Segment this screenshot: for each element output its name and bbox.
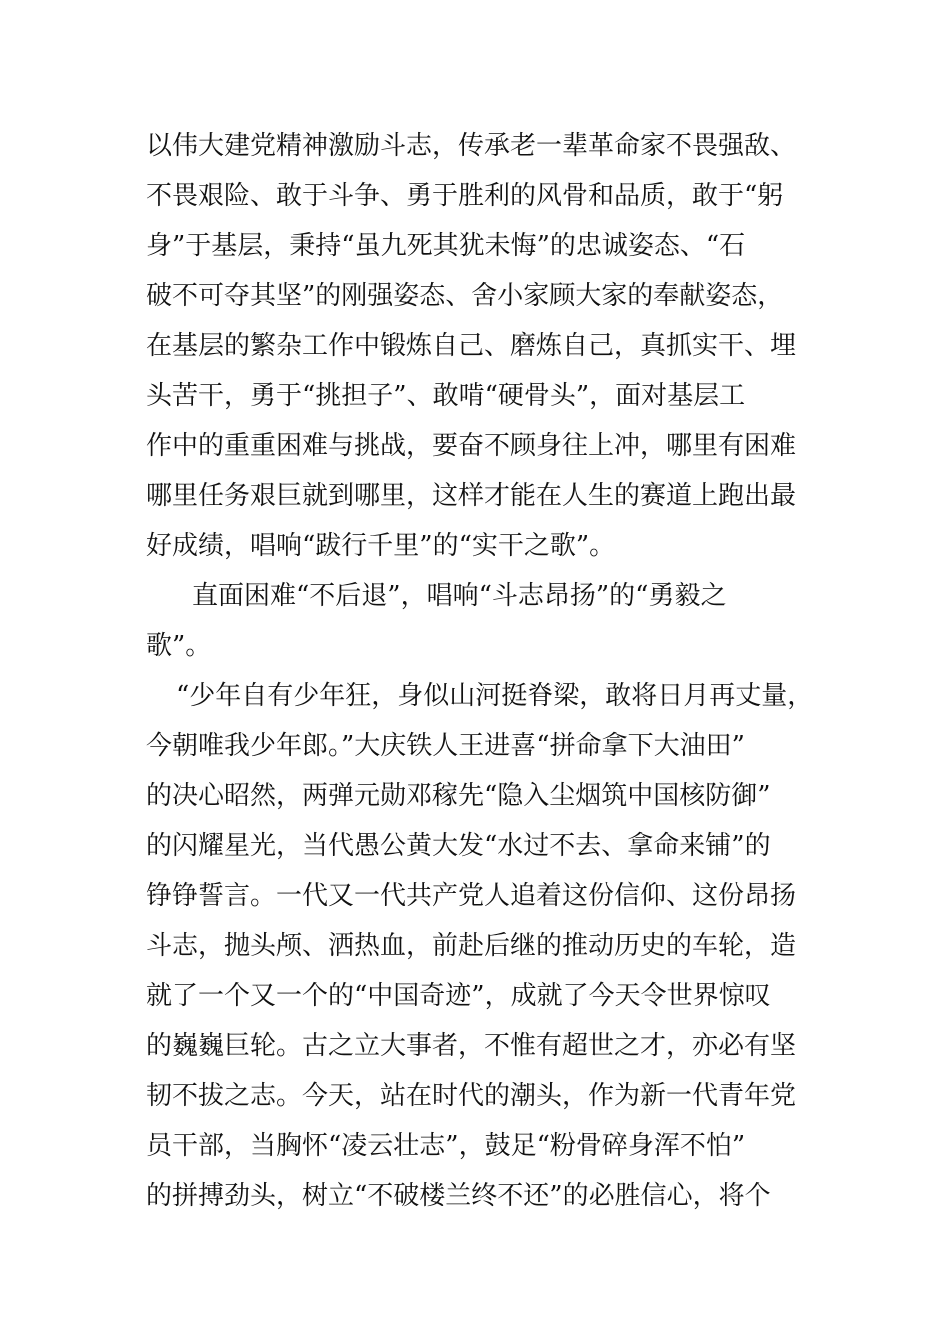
text-line: 今朝唯我少年郎。”大庆铁人王进喜“拼命拿下大油田” [146,731,745,761]
text-line: 韧不拔之志。今天，站在时代的潮头，作为新一代青年党 [146,1081,797,1111]
text-line: 好成绩，唱响“跋行千里”的“实干之歌”。 [146,531,616,561]
text-line: 作中的重重困难与挑战，要奋不顾身往上冲，哪里有困难 [146,431,797,461]
text-line: 就了一个又一个的“中国奇迹”，成就了今天令世界惊叹 [146,981,771,1011]
text-line: 的闪耀星光，当代愚公黄大发“水过不去、拿命来铺”的 [146,831,771,861]
heading-line: 直面困难“不后退”，唱响“斗志昂扬”的“勇毅之 [192,581,727,611]
text-line: 不畏艰险、敢于斗争、勇于胜利的风骨和品质，敢于“躬 [146,181,784,211]
text-line: 在基层的繁杂工作中锻炼自己、磨炼自己，真抓实干、埋 [146,331,797,361]
text-line: 员干部，当胸怀“凌云壮志”，鼓足“粉骨碎身浑不怕” [146,1131,746,1161]
text-line: 哪里任务艰巨就到哪里，这样才能在人生的赛道上跑出最 [146,481,797,511]
heading-line: 歌”。 [146,631,212,661]
text-line: 头苦干，勇于“挑担子”、敢啃“硬骨头”，面对基层工 [146,381,746,411]
text-line: 的拼搏劲头，树立“不破楼兰终不还”的必胜信心，将个 [146,1181,771,1211]
document-body [146,128,836,1228]
text-line: 斗志，抛头颅、洒热血，前赴后继的推动历史的车轮，造 [146,931,797,961]
paragraph-2 [146,678,836,1228]
text-line: 的巍巍巨轮。古之立大事者，不惟有超世之才，亦必有坚 [146,1031,797,1061]
text-line: 身”于基层，秉持“虽九死其犹未悔”的忠诚姿态、“石 [146,231,746,261]
text-line: 的决心昭然，两弹元勋邓稼先“隐入尘烟筑中国核防御” [146,781,771,811]
paragraph-1 [146,128,836,578]
text-line: “少年自有少年狂，身似山河挺脊梁，敢将日月再丈量， [176,681,814,711]
text-line: 破不可夺其坚”的刚强姿态、舍小家顾大家的奉献姿态， [146,281,784,311]
text-line: 铮铮誓言。一代又一代共产党人追着这份信仰、这份昂扬 [146,881,797,911]
text-line: 以伟大建党精神激励斗志，传承老一辈革命家不畏强敌、 [146,131,797,161]
section-heading [146,578,836,678]
